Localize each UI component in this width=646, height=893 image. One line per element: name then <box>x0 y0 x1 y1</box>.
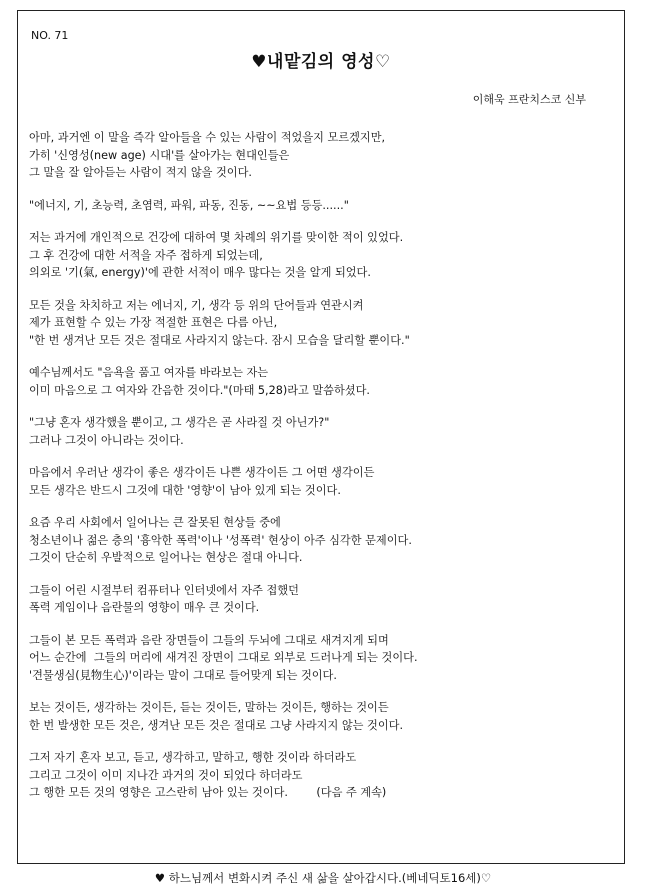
issue-number: NO. 71 <box>31 29 69 42</box>
footer-quote: ♥ 하느님께서 변화시켜 주신 새 삶을 살아갑시다.(베네딕토16세)♡ <box>154 871 492 885</box>
text-line: 가히 '신영성(new age) 시대'를 살아가는 현대인들은 <box>29 148 290 162</box>
text-line: 모든 생각은 반드시 그것에 대한 '영향'이 남아 있게 되는 것이다. <box>29 483 341 497</box>
paragraph <box>29 514 619 567</box>
page-title: ♥내맡김의 영성♡ <box>251 52 391 72</box>
text-line: 저는 과거에 개인적으로 건강에 대하여 몇 차례의 위기를 맞이한 적이 있었다. <box>29 231 404 244</box>
text-line: 아마, 과거엔 이 말을 즉각 알아들을 수 있는 사람이 적었을지 모르겠지만, <box>29 131 386 144</box>
text-line: 제가 표현할 수 있는 가장 적절한 표현은 다름 아닌, <box>29 316 278 329</box>
paragraph <box>29 464 619 499</box>
text-line: "에너지, 기, 초능력, 초염력, 파워, 파동, 진동, ~~요법 등등......" <box>29 198 349 212</box>
text-line: 보는 것이든, 생각하는 것이든, 듣는 것이든, 말하는 것이든, 행하는 것이든 <box>29 701 389 714</box>
text-line: 모든 것을 차치하고 저는 에너지, 기, 생각 등 위의 단어들과 연관시켜 <box>29 298 364 312</box>
text-line: 그 말을 잘 알아듣는 사람이 적지 않을 것이다. <box>29 166 252 179</box>
paragraph <box>29 229 619 282</box>
text-line: 그 행한 모든 것의 영향은 고스란히 남아 있는 것이다. (다음 주 계속) <box>29 786 387 799</box>
text-line: 그것이 단순히 우발적으로 일어나는 현상은 절대 아니다. <box>29 551 303 564</box>
text-line: 그들이 어린 시절부터 컴퓨터나 인터넷에서 자주 접했던 <box>29 583 299 597</box>
page-frame <box>17 10 625 864</box>
text-line: 한 번 발생한 모든 것은, 생겨난 모든 것은 절대로 그냥 사라지지 않는 것이다. <box>29 718 404 732</box>
paragraph <box>29 129 619 182</box>
text-line: "한 번 생겨난 모든 것은 절대로 사라지지 않는다. 잠시 모습을 달리할 뿐이다." <box>29 333 410 347</box>
paragraph <box>29 699 619 734</box>
paragraph <box>29 582 619 617</box>
text-line: 어느 순간에 그들의 머리에 새겨진 장면이 그대로 외부로 드러나게 되는 것이다. <box>29 651 418 664</box>
text-line: 의외로 '기(氣, energy)'에 관한 서적이 매우 많다는 것을 알게 되었다. <box>29 266 371 279</box>
author-byline: 이해욱 프란치스코 신부 <box>472 93 586 106</box>
paragraph <box>29 197 619 215</box>
text-line: 그저 자기 혼자 보고, 듣고, 생각하고, 말하고, 행한 것이라 하더라도 <box>29 751 357 764</box>
text-line: 그들이 본 모든 폭력과 음란 장면들이 그들의 두뇌에 그대로 새겨지게 되며 <box>29 633 389 647</box>
text-line: 마음에서 우러난 생각이 좋은 생각이든 나쁜 생각이든 그 어떤 생각이든 <box>29 466 375 479</box>
text-line: 청소년이나 젊은 층의 '흉악한 폭력'이나 '성폭력' 현상이 아주 심각한 문제이다. <box>29 533 412 547</box>
text-line: 폭력 게임이나 음란물의 영향이 매우 큰 것이다. <box>29 601 260 614</box>
paragraph <box>29 364 619 399</box>
text-line: "그냥 혼자 생각했을 뿐이고, 그 생각은 곧 사라질 것 아닌가?" <box>29 416 330 429</box>
paragraph <box>29 749 619 802</box>
text-line: 그리고 그것이 이미 지나간 과거의 것이 되었다 하더라도 <box>29 768 303 782</box>
text-line: 그 후 건강에 대한 서적을 자주 접하게 되었는데, <box>29 248 263 262</box>
text-line: 예수님께서도 "음욕을 품고 여자를 바라보는 자는 <box>29 366 269 379</box>
paragraph <box>29 414 619 449</box>
article-body <box>29 129 619 817</box>
paragraph <box>29 632 619 685</box>
text-line: 이미 마음으로 그 여자와 간음한 것이다."(마태 5,28)라고 말씀하셨다. <box>29 383 370 397</box>
text-line: 요즘 우리 사회에서 일어나는 큰 잘못된 현상들 중에 <box>29 516 281 529</box>
text-line: '견물생심(見物生心)'이라는 말이 그대로 들어맞게 되는 것이다. <box>29 668 337 682</box>
paragraph <box>29 297 619 350</box>
text-line: 그러나 그것이 아니라는 것이다. <box>29 433 184 447</box>
